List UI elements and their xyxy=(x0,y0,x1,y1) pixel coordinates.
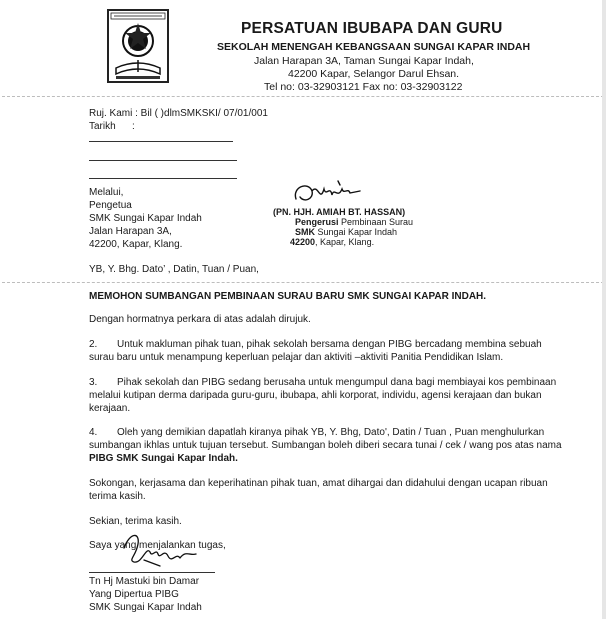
paragraph-number: 2. xyxy=(89,339,98,350)
paragraph-number: 4. xyxy=(89,427,98,438)
address-blank-line xyxy=(89,178,237,179)
intro-line: Dengan hormatnya perkara di atas adalah dirujuk. xyxy=(89,314,311,325)
recipient-line: Pengetua xyxy=(89,200,132,211)
yang-dipertua-signature xyxy=(120,526,200,568)
salutation: YB, Y. Bhg. Dato’ , Datin, Tuan / Puan, xyxy=(89,264,259,275)
paragraph-2-line: Untuk makluman pihak tuan, pihak sekolah bersama dengan PIBG bercadang membina sebuah xyxy=(117,339,542,350)
signatory-name: Tn Hj Mastuki bin Damar xyxy=(89,576,200,587)
stamp-org: SMK Sungai Kapar Indah xyxy=(295,227,398,237)
stamp-title: Pengerusi Pembinaan Surau xyxy=(295,217,414,227)
recipient-line: Jalan Harapan 3A, xyxy=(89,226,172,237)
organization-name: PERSATUAN IBUBAPA DAN GURU xyxy=(241,20,503,37)
header-divider xyxy=(2,96,604,97)
paragraph-3-line: kerajaan. xyxy=(89,403,131,414)
paragraph-4-line: Oleh yang demikian dapatlah kiranya pihak YB, Y. Bhg, Dato', Datin / Tuan , Puan menghulurkan xyxy=(117,427,545,438)
address-blank-line xyxy=(89,160,237,161)
contact-line: Tel no: 03-32903121 Fax no: 03-32903122 xyxy=(264,81,463,93)
subject-heading: MEMOHON SUMBANGAN PEMBINAAN SURAU BARU SMK SUNGAI KAPAR INDAH. xyxy=(89,291,487,302)
address-line-1: Jalan Harapan 3A, Taman Sungai Kapar Indah, xyxy=(254,55,474,67)
school-name: SEKOLAH MENENGAH KEBANGSAAN SUNGAI KAPAR INDAH xyxy=(217,41,531,53)
chairperson-stamp xyxy=(273,207,413,247)
paragraph-3-line: Pihak sekolah dan PIBG sedang berusaha untuk mengumpul dana bagi membiayai kos pembinaan xyxy=(117,377,557,388)
scan-edge xyxy=(602,0,606,619)
thanks-line: Sekian, terima kasih. xyxy=(89,516,182,527)
paragraph-2-line: surau baru untuk menampung keperluan pelajar dan aktiviti –aktiviti Panitia Pendidikan Islam. xyxy=(89,352,504,363)
paragraph-number: 3. xyxy=(89,377,98,388)
stamp-name: (PN. HJH. AMIAH BT. HASSAN) xyxy=(273,207,406,217)
signatory-title: Yang Dipertua PIBG xyxy=(89,589,179,600)
signature-line xyxy=(89,572,215,573)
signoff-line: Saya yang menjalankan tugas, xyxy=(89,540,226,551)
paragraph-4-line: PIBG SMK Sungai Kapar Indah. xyxy=(89,453,238,464)
address-line-2: 42200 Kapar, Selangor Darul Ehsan. xyxy=(288,68,460,80)
paragraph-4-line: sumbangan ikhlas untuk tujuan tersebut. Sumbangan boleh diberi secara tunai / cek / wang pos atas nama xyxy=(89,440,562,451)
school-crest-logo xyxy=(106,8,170,84)
recipient-line: 42200, Kapar, Klang. xyxy=(89,239,183,250)
closing-line: terima kasih. xyxy=(89,491,146,502)
signatory-org: SMK Sungai Kapar Indah xyxy=(89,602,202,613)
recipient-line: Melalui, xyxy=(89,187,124,198)
date-label: Tarikh xyxy=(89,121,116,132)
scan-divider xyxy=(2,282,604,283)
closing-line: Sokongan, kerjasama dan keperihatinan pihak tuan, amat dihargai dan didahului dengan ucapan ribuan xyxy=(89,478,548,489)
date-colon: : xyxy=(132,121,135,132)
address-blank-line xyxy=(89,141,233,142)
recipient-line: SMK Sungai Kapar Indah xyxy=(89,213,202,224)
stamp-address: 42200, Kapar, Klang. xyxy=(290,237,375,247)
reference-number: Ruj. Kami : Bil ( )dlmSMKSKI/ 07/01/001 xyxy=(89,108,268,119)
paragraph-3-line: melalui kutipan derma daripada guru-guru, ibubapa, ahli korporat, individu, agensi kerajaan dan bukan xyxy=(89,390,542,401)
